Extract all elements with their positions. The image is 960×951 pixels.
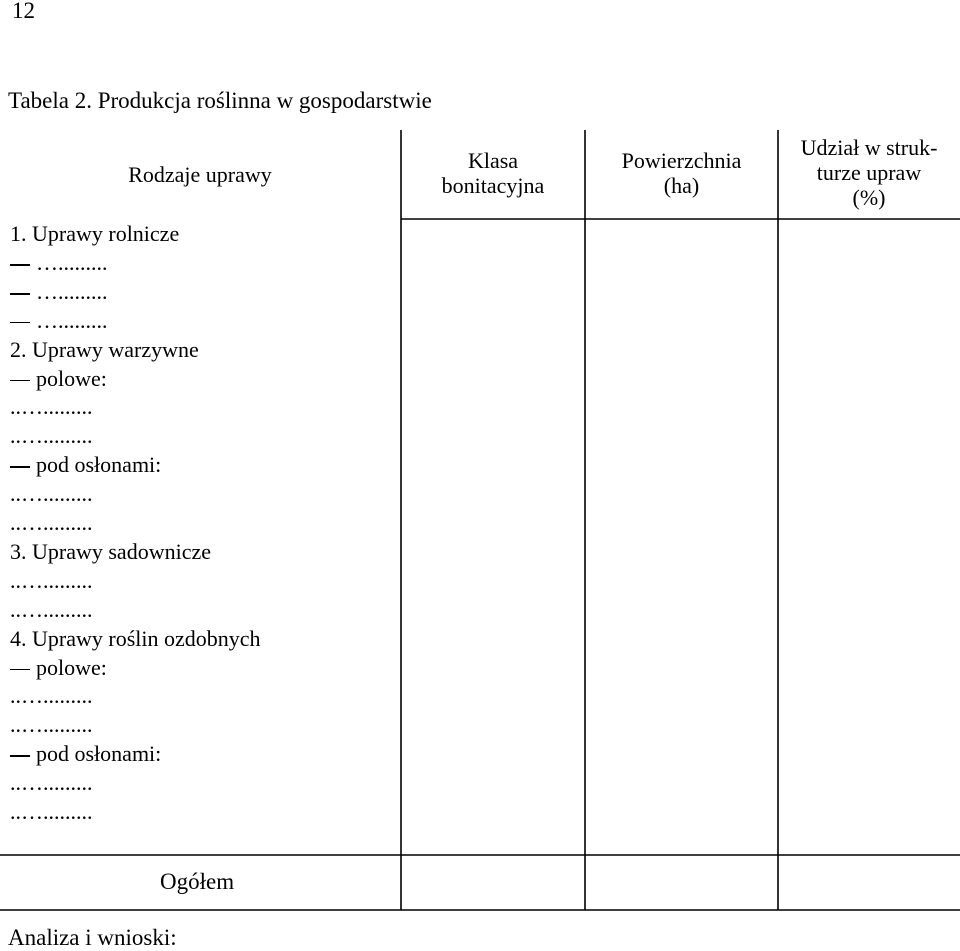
row-text: ..…......... [10,394,93,420]
table-row [10,221,179,247]
table-row [10,250,108,276]
table-row [10,308,108,334]
row-text: ..…......... [10,596,93,622]
table-row [10,337,199,363]
table-row [10,423,93,449]
row-text: 4. Uprawy roślin ozdobnych [10,625,261,651]
row-text: ..…......... [10,510,93,535]
total-label: Ogółem [160,869,235,894]
header-area-line2: (ha) [663,173,700,198]
table-row [10,568,93,594]
table-row [10,279,108,305]
dash-marker [10,279,32,305]
table-row [10,741,161,767]
table-row [10,481,93,507]
header-area-line1: Powierzchnia [621,148,742,173]
table-row [10,510,93,536]
header-share-line1: Udział w struk- [800,135,938,160]
row-text: …......... [36,307,108,333]
table-row [10,366,107,392]
row-text: ..…......... [10,481,93,507]
row-text: ..…......... [10,712,93,738]
row-text: 1. Uprawy rolnicze [10,221,180,246]
row-text: polowe: [36,654,107,680]
header-soil-class-line1: Klasa [467,148,519,173]
dash-marker [10,366,32,392]
row-text: ..…......... [10,423,93,449]
row-text: 3. Uprawy sadownicze [10,538,211,564]
dash-marker [10,655,32,681]
header-share-line3: (%) [852,185,886,210]
table-row [10,626,261,652]
row-text: ..…......... [10,567,93,593]
table-row [10,539,211,565]
table-caption: Tabela 2. Produkcja roślinna w gospodarstwie [8,88,432,113]
table-row [10,655,107,681]
header-soil-class-line2: bonitacyjna [441,173,545,198]
table-row [10,394,93,420]
row-text: ..…......... [10,770,93,796]
page-number: 12 [12,0,35,23]
table-row [10,770,93,796]
table-row [10,799,93,825]
header-crop-types [90,162,310,187]
dash-marker [10,308,32,334]
analysis-label: Analiza i wnioski: [8,925,177,950]
header-share [778,135,960,210]
header-area [585,148,778,198]
row-text: ..…......... [10,799,93,824]
dash-marker [10,250,32,276]
header-soil-class [401,148,585,198]
dash-marker [10,741,32,767]
row-text: 2. Uprawy warzywne [10,336,199,362]
row-text: pod osłonami: [36,741,162,767]
table-row [10,452,161,478]
dash-marker [10,452,32,478]
table-row [10,597,93,623]
row-text: ..…......... [10,683,93,709]
header-crop-types-text: Rodzaje uprawy [128,162,272,187]
row-text: polowe: [36,365,107,391]
row-text: …......... [36,278,108,304]
row-text: …......... [36,249,108,275]
row-text: pod osłonami: [36,452,162,478]
table-row [10,683,93,709]
table-row [10,712,93,738]
header-share-line2: turze upraw [816,160,922,185]
